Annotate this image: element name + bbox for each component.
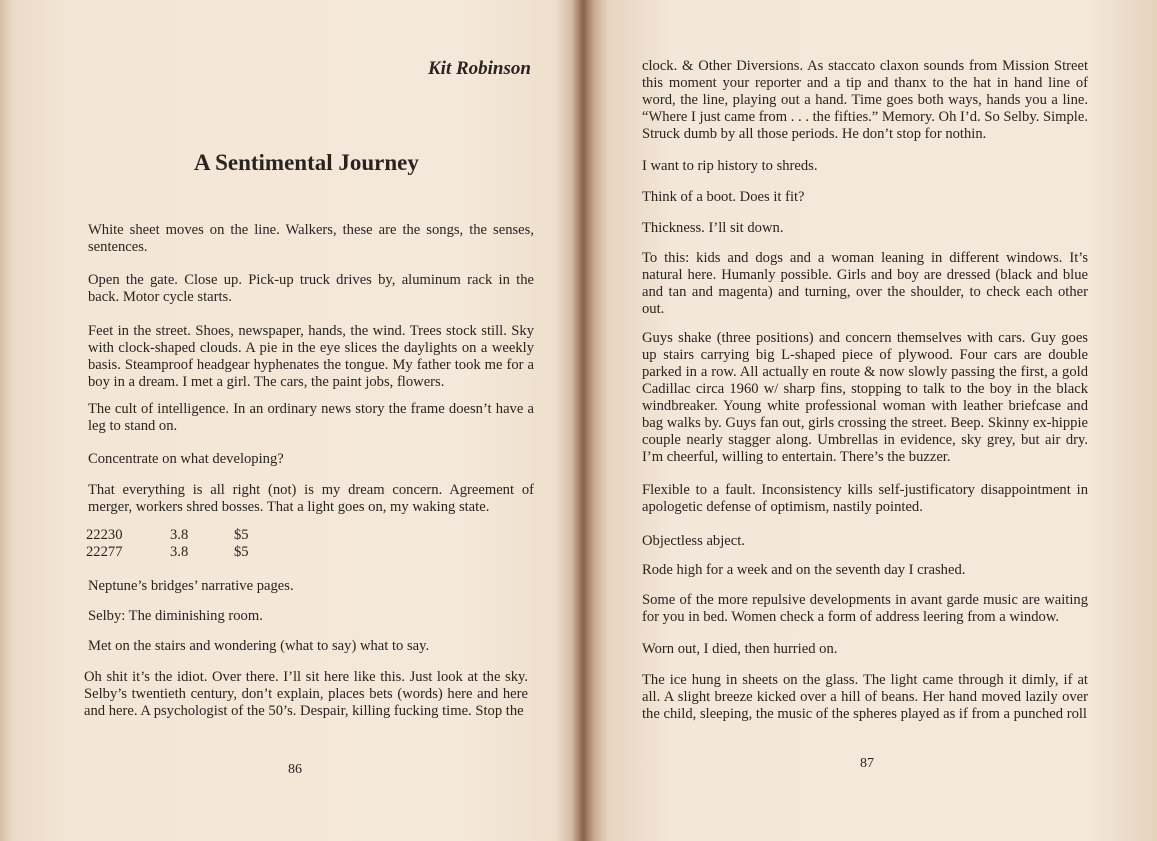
paragraph: Concentrate on what developing? xyxy=(88,451,284,467)
paragraph: Open the gate. Close up. Pick-up truck drives by, aluminum rack in the back. Motor cycle starts. xyxy=(88,272,534,305)
figure-amount: $5 xyxy=(234,527,249,543)
paragraph: Worn out, I died, then hurried on. xyxy=(642,641,838,657)
page-number: 87 xyxy=(860,756,874,771)
page-number: 86 xyxy=(288,762,302,777)
figure-code: 22230 xyxy=(86,527,123,543)
paragraph: Think of a boot. Does it fit? xyxy=(642,189,805,205)
paragraph: The cult of intelligence. In an ordinary news story the frame doesn’t have a leg to stand on. xyxy=(88,401,534,434)
paragraph: The ice hung in sheets on the glass. The light came through it dimly, if at all. A slight breeze kicked over a hill of beans. Her hand moved lazily over the child, sleeping, the music of the spheres played as if from a punched roll xyxy=(642,672,1088,722)
figure-code: 22277 xyxy=(86,544,123,560)
paragraph: White sheet moves on the line. Walkers, these are the songs, the senses, sentences. xyxy=(88,222,534,255)
figures-row xyxy=(86,544,326,561)
paragraph: clock. & Other Diversions. As staccato claxon sounds from Mission Street this moment your reporter and a tip and thanx to the hat in hand line of word, the line, playing out a hand. Time goes both ways, hands you a line. “Where I just came from . . . the fifties.” Memory. Oh I’d. So Selby. Simple. Struck dumb by all those periods. He don’t stop for nothin. xyxy=(642,58,1088,142)
paragraph: Flexible to a fault. Inconsistency kills self-justificatory disappointment in apologetic defense of optimism, nastily pointed. xyxy=(642,482,1088,515)
paragraph: Met on the stairs and wondering (what to say) what to say. xyxy=(88,638,430,654)
paragraph: Oh shit it’s the idiot. Over there. I’ll sit here like this. Just look at the sky. Selby’s twentieth century, don’t explain, places bets (words) here and here and here. A psychologist of the 50’s. Despair, killing fucking time. Stop the xyxy=(84,669,528,719)
paragraph: Neptune’s bridges’ narrative pages. xyxy=(88,578,294,594)
paragraph: I want to rip history to shreds. xyxy=(642,158,818,174)
paragraph: Objectless abject. xyxy=(642,533,745,549)
paragraph: Guys shake (three positions) and concern themselves with cars. Guy goes up stairs carrying big L-shaped piece of plywood. Four cars are double parked in a row. All actually en route & now slowly passing the first, a gold Cadillac circa 1960 w/ sharp fins, stopping to talk to the boy in the black windbreaker. Young white professional woman with leather briefcase and bag walks by. Guys fan out, girls crossing the street. Beep. Skinny ex-hippie couple nearly stagger along. Umbrellas in evidence, sky grey, but air dry. I’m cheerful, willing to entertain. There’s the buzzer. xyxy=(642,330,1088,465)
paragraph: That everything is all right (not) is my dream concern. Agreement of merger, workers shred bosses. That a light goes on, my waking state. xyxy=(88,482,534,515)
figures-table xyxy=(86,527,326,561)
left-page xyxy=(0,0,575,841)
paragraph: To this: kids and dogs and a woman leaning in different windows. It’s natural here. Humanly possible. Girls and boy are dressed (black and blue and tan and magenta) and turning, over the shoulder, to check each other out. xyxy=(642,250,1088,317)
paragraph: Thickness. I’ll sit down. xyxy=(642,220,784,236)
paragraph: Selby: The diminishing room. xyxy=(88,608,263,624)
figure-rate: 3.8 xyxy=(170,527,189,543)
running-head-author: Kit Robinson xyxy=(428,58,531,79)
figure-amount: $5 xyxy=(234,544,249,560)
figures-row xyxy=(86,527,326,544)
figure-rate: 3.8 xyxy=(170,544,189,560)
poem-title: A Sentimental Journey xyxy=(194,150,419,175)
paragraph: Rode high for a week and on the seventh day I crashed. xyxy=(642,562,966,578)
right-page xyxy=(590,0,1157,841)
paragraph: Feet in the street. Shoes, newspaper, hands, the wind. Trees stock still. Sky with clock-shaped clouds. A pie in the eye slices the daylights on a weekly basis. Steamproof headgear hyphenates the tongue. My father took me for a boy in a dream. I met a girl. The cars, the paint jobs, flowers. xyxy=(88,323,534,390)
paragraph: Some of the more repulsive developments in avant garde music are waiting for you in bed. Women check a form of address leering from a window. xyxy=(642,592,1088,625)
